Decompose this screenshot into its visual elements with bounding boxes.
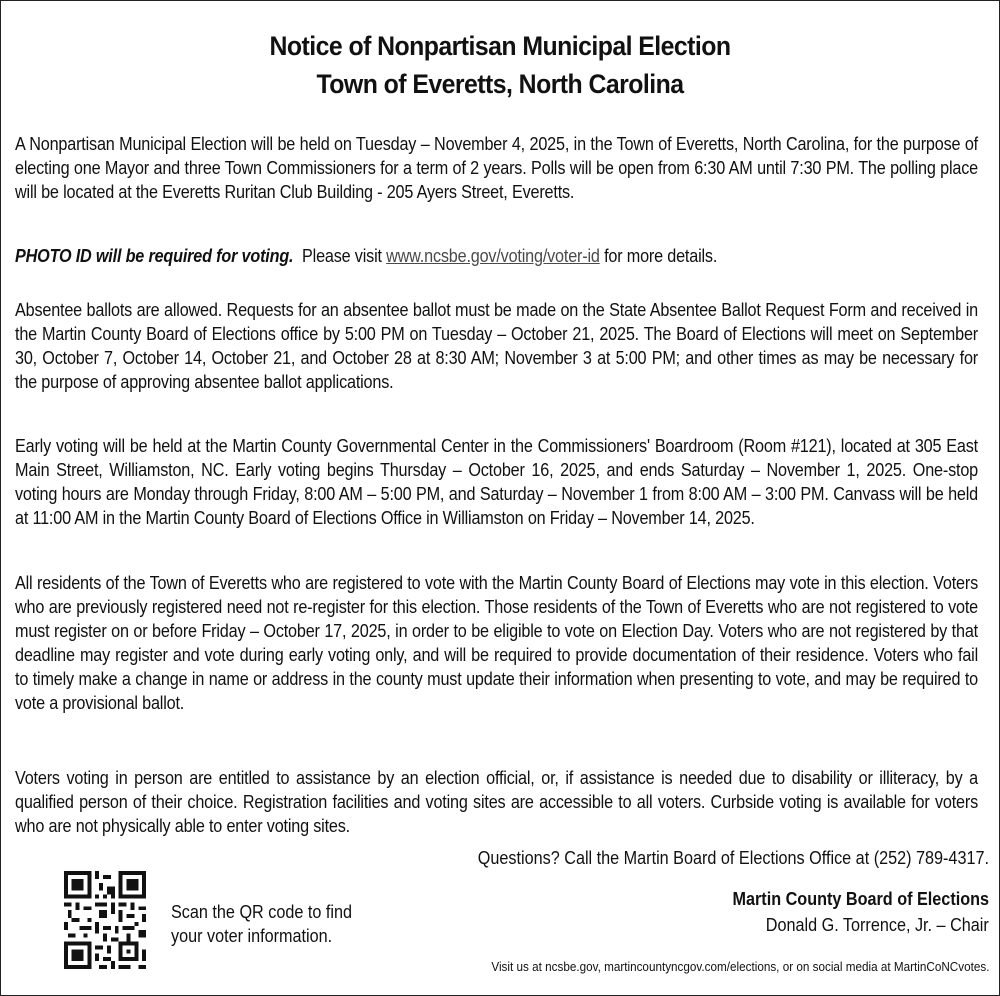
title-line-2: Town of Everetts, North Carolina [316,69,684,99]
qr-code-icon[interactable] [63,871,147,969]
paragraph-absentee: Absentee ballots are allowed. Requests for an absentee ballot must be made on the State Absentee Ballot Request Form and received in the Martin County Board of Elections office by 5:00 PM on Tuesday – October 21, 2025. The Board of Elections will meet on September 30, October 7, October 14, October 21, and October 28 at 8:30 AM; November 3 at 5:00 PM; and other times as may be necessary for the purpose of approving absentee ballot applications. [15,300,978,392]
photo-id-emphasis: PHOTO ID will be required for voting [15,246,290,266]
board-name: Martin County Board of Elections [732,889,989,909]
paragraph-early-voting: Early voting will be held at the Martin County Governmental Center in the Commissioners' Boardroom (Room #121), located at 305 East Main Street, Williamston, NC. Early voting begins Thursday – October 16, 2025, and ends Saturday – November 1, 2025. One-stop voting hours are Monday through Friday, 8:00 AM – 5:00 PM, and Saturday – November 1 from 8:00 AM – 3:00 PM. Canvass will be held at 11:00 AM in the Martin County Board of Elections Office in Williamston on Friday – November 14, 2025. [15,436,978,528]
photo-id-text: Please visit [302,246,382,266]
qr-caption [171,900,352,948]
qr-caption-line-1: Scan the QR code to find [171,902,353,922]
questions-line: Questions? Call the Martin Board of Elections Office at (252) 789-4317. [477,848,989,868]
chair-name: Donald G. Torrence, Jr. – Chair [765,915,989,935]
paragraph-election-details: A Nonpartisan Municipal Election will be held on Tuesday – November 4, 2025, in the Town of Everetts, North Carolina, for the purpose of electing one Mayor and three Town Commissioners for a term of 2 years. Polls will be open from 6:30 AM until 7:30 PM. The polling place will be located at the Everetts Ruritan Club Building - 205 Ayers Street, Everetts. [15,134,978,202]
footer-contact: Visit us at ncsbe.gov, martincountyncgov.com/elections, or on social media at MartinCoNCvotes. [490,959,989,974]
paragraph-assistance: Voters voting in person are entitled to assistance by an election official, or, if assistance is needed due to disability or illiteracy, by a qualified person of their choice. Registration facilities and voting sites are accessible to all voters. Curbside voting is available for voters who are not physically able to enter voting sites. [15,768,978,836]
photo-id-text-after: for more details. [604,246,718,266]
voter-id-link[interactable]: www.ncsbe.gov/voting/voter-id [386,246,600,266]
qr-caption-line-2: your voter information. [171,926,333,946]
notice-title [41,27,959,103]
paragraph-registration: All residents of the Town of Everetts who are registered to vote with the Martin County Board of Elections may vote in this election. Voters who are previously registered need not re-register for this election. Those residents of the Town of Everetts who are not registered to vote must register on or before Friday – October 17, 2025, in order to be eligible to vote on Election Day. Voters who are not registered by that deadline may register and vote during early voting only, and will be required to provide documentation of their residence. Voters who fail to timely make a change in name or address in the county must update their information when presenting to vote, and may be required to vote a provisional ballot. [15,573,978,713]
title-line-1: Notice of Nonpartisan Municipal Election [269,31,731,61]
paragraph-photo-id: PHOTO ID will be required for voting. Please visit www.ncsbe.gov/voting/voter-id for more details. [15,246,718,266]
